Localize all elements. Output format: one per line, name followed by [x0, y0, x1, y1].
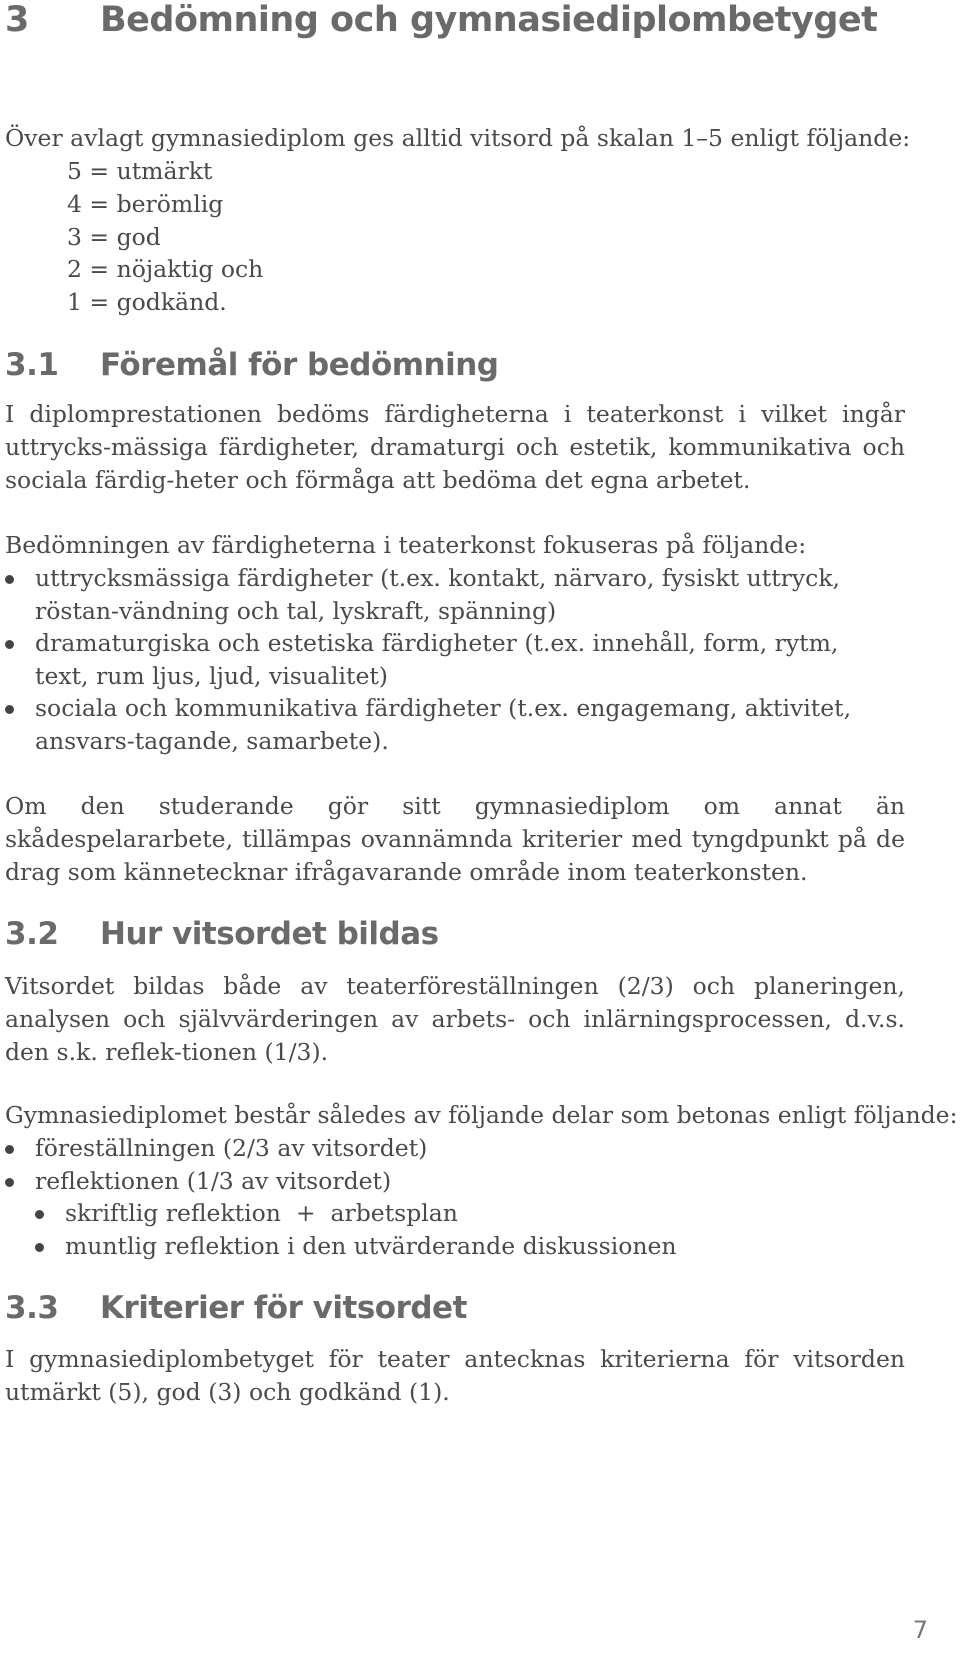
grade-line: 2 = nöjaktig och [67, 255, 264, 283]
bullet-icon [5, 1145, 14, 1154]
list-item [5, 562, 865, 628]
body-paragraph: Om den studerande gör sitt gymnasiediplom om annat än skådespelararbete, tillämpas ovannämnda kriterier med tyngdpunkt på de drag som kännetecknar ifrågavarande område inom teaterkonsten. [5, 792, 905, 886]
list-intro: Bedömningen av färdigheterna i teaterkonst fokuseras på följande: [5, 531, 807, 559]
chapter-heading [5, 0, 877, 40]
list-intro: Gymnasiediplomet består således av följande delar som betonas enligt följande: [5, 1101, 958, 1129]
body-paragraph: I gymnasiediplombetyget för teater antecknas kriterierna för vitsorden utmärkt (5), god (3) och godkänd (1). [5, 1345, 905, 1406]
section-number: 3.2 [5, 916, 59, 952]
chapter-number: 3 [5, 0, 29, 40]
bullet-icon [35, 1210, 44, 1219]
sub-list-item [35, 1197, 865, 1230]
section-heading [5, 347, 499, 383]
grade-line: 1 = godkänd. [67, 288, 227, 316]
section-title: Föremål för bedömning [100, 347, 499, 383]
grade-line: 4 = berömlig [67, 190, 224, 218]
section-heading [5, 1290, 467, 1326]
section-number: 3.1 [5, 347, 59, 383]
bullet-icon [35, 1243, 44, 1252]
list-item [5, 692, 865, 758]
section-title: Kriterier för vitsordet [100, 1290, 467, 1326]
chapter-title: Bedömning och gymnasiediplombetyget [100, 0, 878, 40]
sub-list-item [35, 1230, 865, 1263]
body-paragraph: Vitsordet bildas både av teaterföreställningen (2/3) och planeringen, analysen och självvärderingen av arbets- och inlärningsprocessen, d.v.s. den s.k. reflek-tionen (1/3). [5, 972, 905, 1066]
grade-line: 3 = god [67, 223, 161, 251]
list-item [5, 1132, 865, 1165]
list-item [5, 1165, 865, 1198]
list-item-text: dramaturgiska och estetiska färdigheter (t.ex. innehåll, form, rytm, text, rum ljus, ljud, visualitet) [35, 629, 839, 690]
grade-line: 5 = utmärkt [67, 157, 213, 185]
body-paragraph: I diplomprestationen bedöms färdigheterna i teaterkonst i vilket ingår uttrycks-mässiga färdigheter, dramaturgi och estetik, kommunikativa och sociala färdig-heter och förmåga att bedöma det egna arbetet. [5, 400, 905, 494]
list-item-text: sociala och kommunikativa färdigheter (t.ex. engagemang, aktivitet, ansvars-tagande, samarbete). [35, 694, 852, 755]
bullet-icon [5, 1178, 14, 1187]
section-title: Hur vitsordet bildas [100, 916, 439, 952]
list-item-text: uttrycksmässiga färdigheter (t.ex. kontakt, närvaro, fysiskt uttryck, röstan-vändning och tal, lyskraft, spänning) [35, 564, 841, 625]
list-item-text: muntlig reflektion i den utvärderande diskussionen [65, 1232, 677, 1260]
bullet-icon [5, 640, 14, 649]
list-item-text: föreställningen (2/3 av vitsordet) [35, 1134, 428, 1162]
page-number: 7 [912, 1616, 928, 1644]
section-heading [5, 916, 439, 952]
bullet-icon [5, 705, 14, 714]
section-number: 3.3 [5, 1290, 59, 1326]
list-item-text: reflektionen (1/3 av vitsordet) [35, 1167, 392, 1195]
list-item-text: skriftlig reflektion + arbetsplan [65, 1199, 458, 1227]
bullet-icon [5, 575, 14, 584]
list-item [5, 627, 865, 693]
intro-paragraph: Över avlagt gymnasiediplom ges alltid vitsord på skalan 1–5 enligt följande: [5, 124, 911, 152]
